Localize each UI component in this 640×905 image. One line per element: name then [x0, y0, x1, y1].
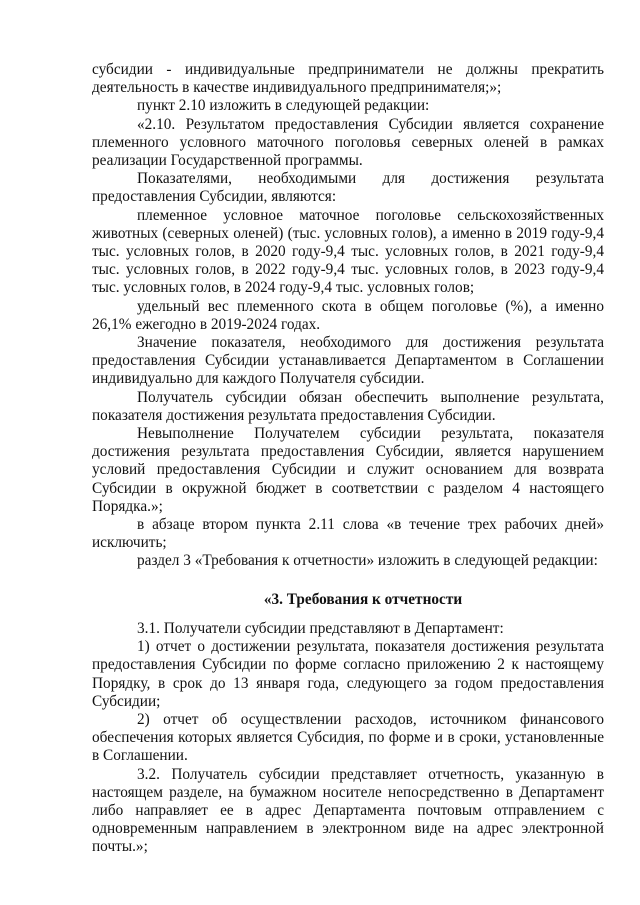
paragraph: Показателями, необходимыми для достижения результата предоставления Субсидии, являются: — [92, 170, 604, 206]
paragraph: «2.10. Результатом предоставления Субсидии является сохранение племенного условного маточного поголовья северных оленей в рамках реализации Государственной программы. — [92, 115, 604, 170]
paragraph: Невыполнение Получателем субсидии результата, показателя достижения результата предоставления Субсидии, является нарушением условий предоставления Субсидии и служит основанием для возврата Субсидии в окружной бюджет в соответствии с разделом 4 настоящего Порядка.»; — [92, 425, 604, 515]
paragraph: Получатель субсидии обязан обеспечить выполнение результата, показателя достижения результата предоставления Субсидии. — [92, 388, 604, 424]
paragraph: удельный вес племенного скота в общем поголовье (%), а именно 26,1% ежегодно в 2019-2024 годах. — [92, 297, 604, 333]
paragraph: 3.1. Получатели субсидии представляют в Департамент: — [137, 619, 504, 637]
paragraph: Значение показателя, необходимого для достижения результата предоставления Субсидии устанавливается Департаментом в Соглашении индивидуально для каждого Получателя субсидии. — [92, 334, 604, 388]
paragraph: 1) отчет о достижении результата, показателя достижения результата предоставления Субсидии по форме согласно приложению 2 к настоящему Порядку, в срок до 13 января года, следующего за годом предоставления Субсидии; — [92, 638, 604, 710]
paragraph: 2) отчет об осуществлении расходов, источником финансового обеспечения которых является Субсидия, по форме и в сроки, установленные в Соглашении. — [92, 710, 604, 765]
document-body — [92, 61, 604, 857]
paragraph: пункт 2.10 изложить в следующей редакции: — [137, 97, 430, 115]
paragraph: племенное условное маточное поголовье сельскохозяйственных животных (северных оленей) (тыс. условных голов), а именно в 2019 году-9,4 тыс. условных голов, в 2020 году-9,4 тыс. условных голов, в 2021 году-9,4 тыс. условных голов, в 2022 году-9,4 тыс. условных голов, в 2023 году-9,4 тыс. условных голов, в 2024 году-9,4 тыс. условных голов; — [92, 206, 604, 297]
paragraph: 3.2. Получатель субсидии представляет отчетность, указанную в настоящем разделе, на бумажном носителе непосредственно в Департамент либо направляет ее в адрес Департамента почтовым отправлением с одновременным направлением в электронном виде на адрес электронной почты.»; — [92, 765, 604, 856]
paragraph: в абзаце втором пункта 2.11 слова «в течение трех рабочих дней» исключить; — [92, 516, 604, 552]
paragraphs-before-heading — [92, 61, 604, 571]
paragraphs-after-heading — [92, 620, 604, 857]
paragraph: субсидии - индивидуальные предприниматели не должны прекратить деятельность в качестве индивидуального предпринимателя;»; — [92, 61, 604, 97]
section-heading: «3. Требования к отчетности — [263, 590, 463, 608]
paragraph: раздел 3 «Требования к отчетности» изложить в следующей редакции: — [137, 552, 598, 570]
